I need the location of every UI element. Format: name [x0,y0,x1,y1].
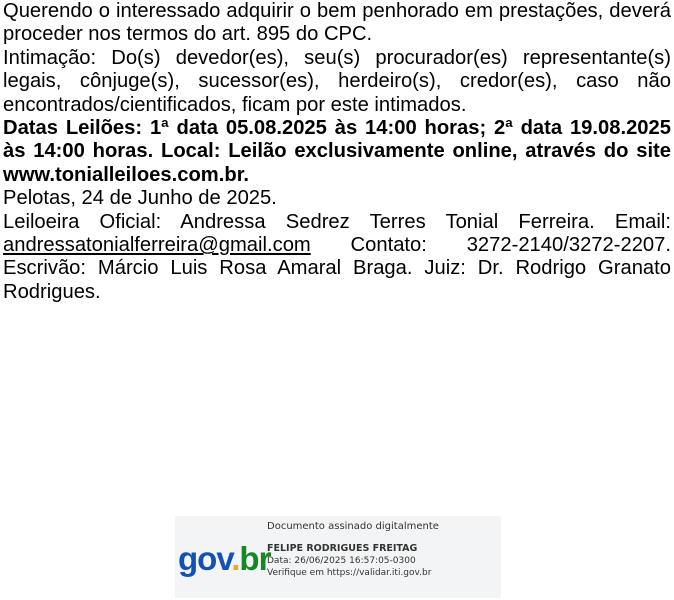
installment-paragraph: Querendo o interessado adquirir o bem penhorado em prestações, deverá proceder nos termos do art. 895 do CPC. [3,0,671,46]
auctioneer-paragraph [3,211,671,305]
notification-paragraph: Intimação: Do(s) devedor(es), seu(s) procurador(es) representante(s) legais, cônjuge(s), sucessor(es), herdeiro(s), credor(es), caso não encontrados/cientificados, ficam por este intimados. [3,46,671,116]
signature-details [267,520,439,579]
signature-date: Data: 26/06/2025 16:57:05-0300 [267,556,416,566]
contact-text: Contato: 3272-2140/3272-2207. Escrivão: Márcio Luis Rosa Amaral Braga. Juiz: Dr. Rodrigo Granato Rodrigues. [3,234,671,303]
digital-signature-stamp [175,516,501,598]
signature-title: Documento assinado digitalmente [267,521,439,532]
place-date-line: Pelotas, 24 de Junho de 2025. [3,187,277,210]
auctioneer-text: Leiloeira Oficial: Andressa Sedrez Terres Tonial Ferreira. Email: [3,210,671,233]
auction-dates-paragraph: Datas Leilões: 1ª data 05.08.2025 às 14:00 horas; 2ª data 19.08.2025 às 14:00 horas. Local: Leilão exclusivamente online, através do site www.tonialleiloes.com.br. [3,117,671,186]
auctioneer-email-link[interactable]: andressatonialferreira@gmail.com [3,234,311,257]
signer-name: FELIPE RODRIGUES FREITAG [267,543,418,554]
signature-verify-url: Verifique em https://validar.iti.gov.br [267,568,432,578]
document-body [3,0,671,304]
gov-br-logo: gov.br [178,540,271,577]
